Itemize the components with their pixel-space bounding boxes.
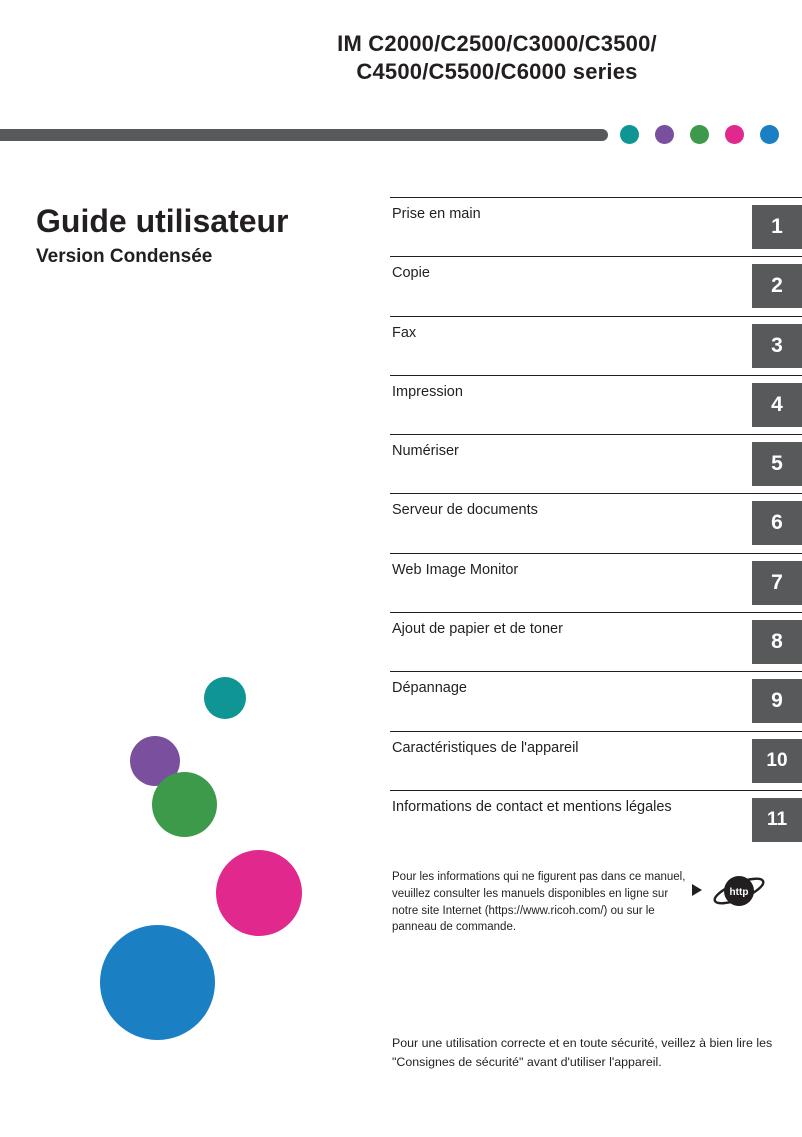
circle-green: [152, 772, 217, 837]
chapter-row: [390, 731, 802, 790]
chapter-row: [390, 671, 802, 730]
chapter-label: Numériser: [392, 443, 459, 460]
dot-magenta: [725, 125, 744, 144]
chapter-label: Impression: [392, 383, 463, 400]
chapter-label: Web Image Monitor: [392, 561, 519, 578]
dot-blue: [760, 125, 779, 144]
circle-blue: [100, 925, 215, 1040]
chapter-label: Informations de contact et mentions légales: [392, 798, 672, 815]
chapter-row: [390, 790, 802, 849]
chapter-divider: [390, 493, 802, 494]
chapter-divider: [390, 671, 802, 672]
chapter-number-tab: 10: [752, 739, 802, 783]
arrow-right-icon: [692, 884, 702, 896]
page-title: Guide utilisateur: [36, 203, 289, 239]
chapter-row: [390, 434, 802, 493]
chapter-label: Prise en main: [392, 206, 481, 222]
chapter-number-tab: 8: [752, 620, 802, 664]
chapter-row: [390, 316, 802, 375]
circle-teal: [204, 677, 246, 719]
chapter-number-tab: 11: [752, 798, 802, 842]
chapter-number-tab: 6: [752, 501, 802, 545]
chapter-label: Dépannage: [392, 680, 467, 697]
chapter-row: [390, 197, 802, 256]
chapter-divider: [390, 316, 802, 317]
chapter-divider: [390, 612, 802, 613]
model-name-line-2: C4500/C5500/C6000 series: [356, 58, 638, 84]
chapter-divider: [390, 731, 802, 732]
chapter-row: [390, 493, 802, 552]
chapter-row: [390, 256, 802, 315]
color-dot-row: [620, 125, 795, 147]
chapter-divider: [390, 197, 802, 198]
circle-magenta: [216, 850, 302, 936]
model-name-block: [192, 30, 802, 85]
chapter-row: [390, 375, 802, 434]
chapter-number-tab: 9: [752, 679, 802, 723]
header-rule-bar: [0, 129, 608, 141]
chapter-label: Serveur de documents: [392, 502, 538, 519]
svg-text:http: http: [729, 887, 749, 898]
online-manual-note: Pour les informations qui ne figurent pas dans ce manuel, veuillez consulter les manuels disponibles en ligne sur notre site Internet (https://www.ricoh.com/) ou sur le panneau de commande.: [392, 871, 686, 934]
dot-green: [690, 125, 709, 144]
chapter-number-tab: 7: [752, 561, 802, 605]
chapter-divider: [390, 790, 802, 791]
chapter-label: Ajout de papier et de toner: [392, 621, 563, 638]
chapter-divider: [390, 553, 802, 554]
dot-purple: [655, 125, 674, 144]
chapter-number-tab: 4: [752, 383, 802, 427]
chapter-label: Fax: [392, 324, 417, 341]
globe-http-icon: [712, 868, 766, 914]
chapter-label: Caractéristiques de l'appareil: [392, 739, 579, 756]
chapter-number-tab: 1: [752, 205, 802, 249]
chapter-number-tab: 5: [752, 442, 802, 486]
safety-note: Pour une utilisation correcte et en toute sécurité, veillez à bien lire les "Consignes de sécurité" avant d'utiliser l'appareil.: [392, 1036, 773, 1070]
page-subtitle: Version Condensée: [36, 246, 213, 267]
chapter-label: Copie: [392, 265, 430, 282]
chapter-number-tab: 2: [752, 264, 802, 308]
chapter-number-tab: 3: [752, 324, 802, 368]
chapter-row: [390, 553, 802, 612]
model-name-line-1: IM C2000/C2500/C3000/C3500/: [337, 31, 657, 56]
chapter-list: [390, 197, 802, 849]
chapter-divider: [390, 375, 802, 376]
chapter-row: [390, 612, 802, 671]
chapter-divider: [390, 256, 802, 257]
chapter-divider: [390, 434, 802, 435]
dot-teal: [620, 125, 639, 144]
